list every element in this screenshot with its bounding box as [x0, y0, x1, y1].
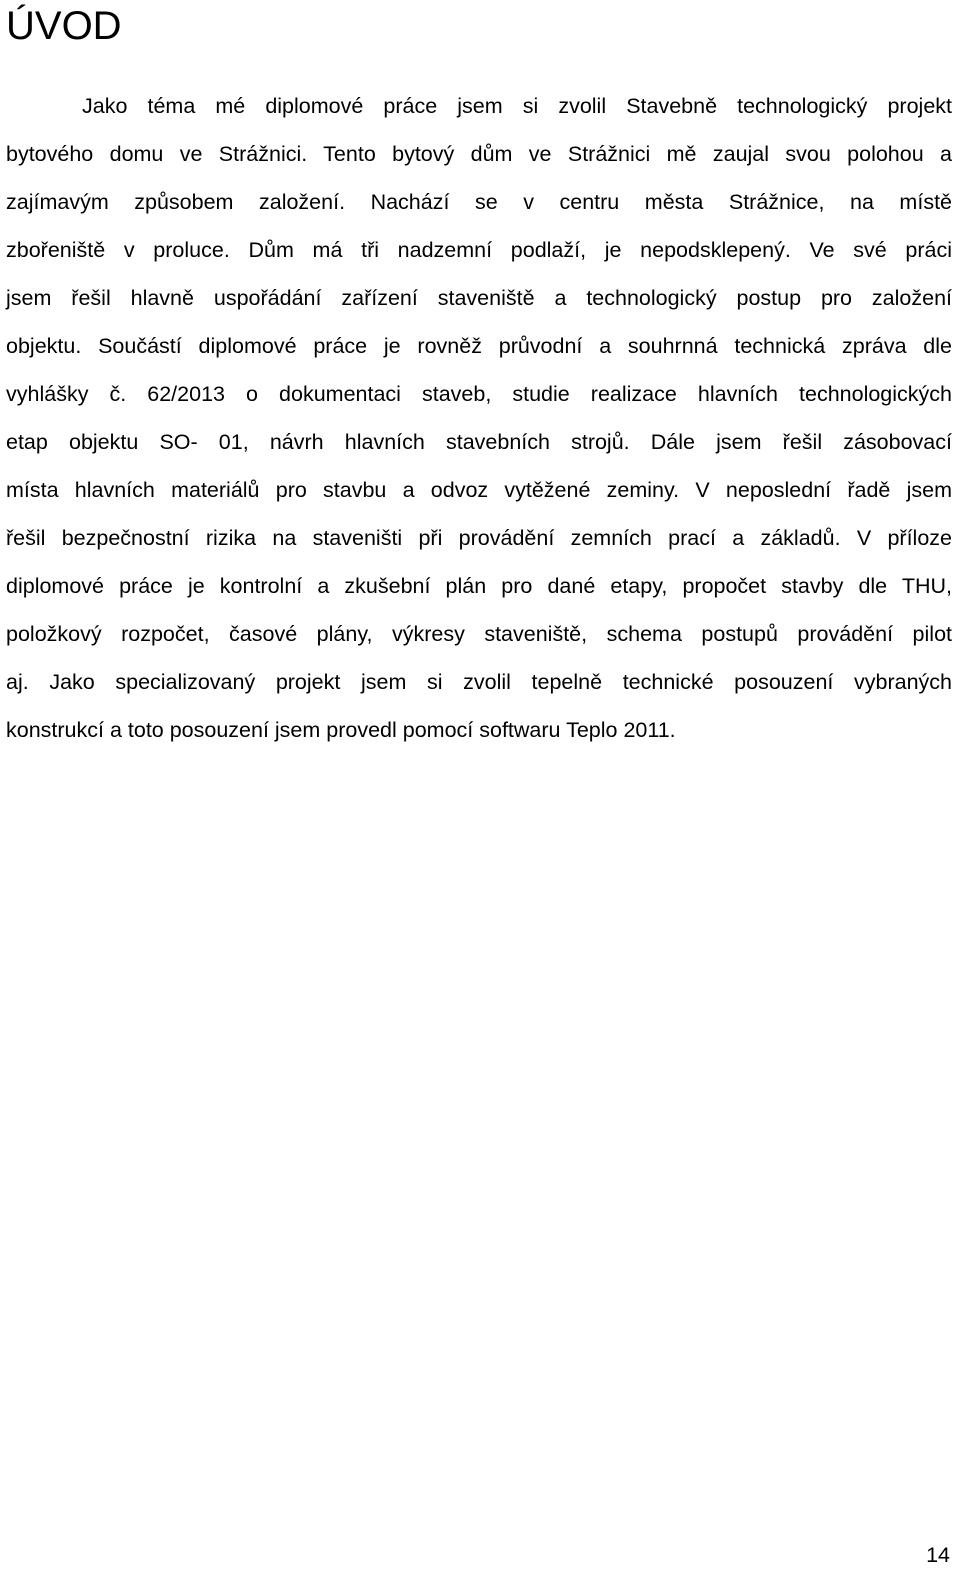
- paragraph-line: diplomové práce je kontrolní a zkušební plán pro dané etapy, propočet stavby dle THU,: [6, 574, 952, 598]
- paragraph-line: položkový rozpočet, časové plány, výkresy staveniště, schema postupů provádění pilot: [6, 622, 952, 646]
- paragraph-line: aj. Jako specializovaný projekt jsem si zvolil tepelně technické posouzení vybraných: [6, 670, 952, 694]
- paragraph-line: zbořeniště v proluce. Dům má tři nadzemní podlaží, je nepodsklepený. Ve své práci: [6, 238, 952, 262]
- paragraph-line: etap objektu SO- 01, návrh hlavních stavebních strojů. Dále jsem řešil zásobovací: [6, 430, 952, 454]
- paragraph-line: místa hlavních materiálů pro stavbu a odvoz vytěžené zeminy. V neposlední řadě jsem: [6, 478, 952, 502]
- page-title: ÚVOD: [6, 4, 122, 48]
- paragraph-line: objektu. Součástí diplomové práce je rovněž průvodní a souhrnná technická zpráva dle: [6, 334, 952, 358]
- paragraph-line: Jako téma mé diplomové práce jsem si zvolil Stavebně technologický projekt: [82, 94, 952, 118]
- paragraph-line: řešil bezpečnostní rizika na staveništi při provádění zemních prací a základů. V příloze: [6, 526, 952, 550]
- page-number: 14: [926, 1543, 950, 1567]
- paragraph-line: konstrukcí a toto posouzení jsem provedl pomocí softwaru Teplo 2011.: [6, 718, 676, 742]
- paragraph-line: bytového domu ve Strážnici. Tento bytový dům ve Strážnici mě zaujal svou polohou a: [6, 142, 952, 166]
- paragraph-line: vyhlášky č. 62/2013 o dokumentaci staveb, studie realizace hlavních technologických: [6, 382, 952, 406]
- intro-paragraph: [6, 82, 952, 754]
- paragraph-line: zajímavým způsobem založení. Nachází se v centru města Strážnice, na místě: [6, 190, 952, 214]
- paragraph-line: jsem řešil hlavně uspořádání zařízení staveniště a technologický postup pro založení: [6, 286, 952, 310]
